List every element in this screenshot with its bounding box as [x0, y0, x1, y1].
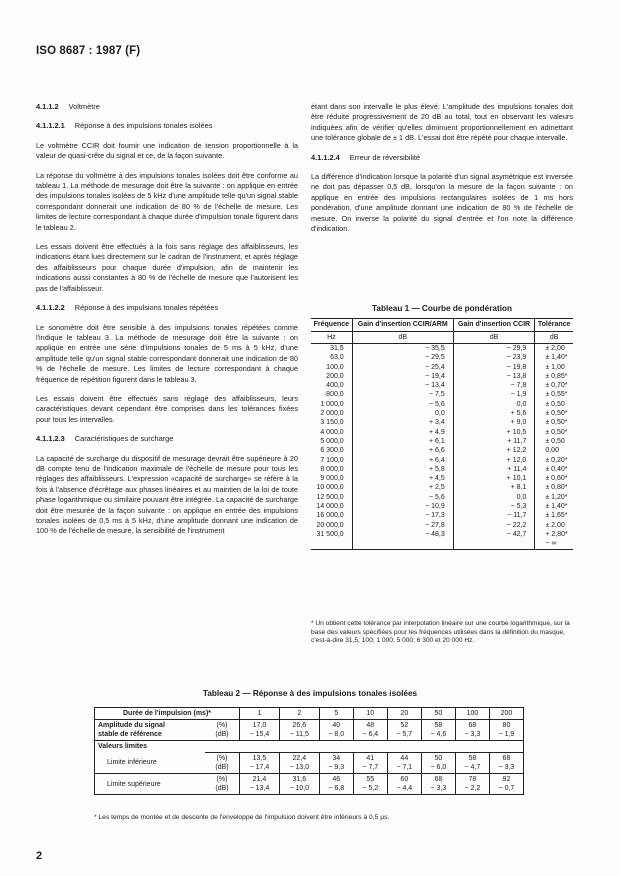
- table-cell: + 5,6: [453, 409, 535, 418]
- value-cell: 22,4 − 13,0: [279, 753, 319, 774]
- table-row: [311, 502, 573, 511]
- unit-cell: (%) (dB): [205, 774, 240, 795]
- duration-label: Durée de l'impulsion (ms)*: [95, 708, 240, 720]
- table2-caption: Tableau 2 — Réponse à des impulsions tonales isolées: [202, 689, 418, 698]
- value-cell: 48 − 6,4: [353, 720, 387, 741]
- table-cell: − 48,3: [352, 530, 453, 539]
- table-cell: − 29,9: [453, 344, 535, 354]
- table-row: [311, 400, 573, 409]
- table-cell: ± 0,55*: [535, 390, 573, 399]
- table-cell: − 7,8: [453, 381, 535, 390]
- paragraph: Les essais doivent être effectués à la fois sans réglage des affaiblisseurs, les indications étant lues directement sur le cadran de l'instrument, et après réglage des affaiblisseurs pour chaque durée d'impulsion, afin de maintenir les indications aussi constantes à 80 % de l'échelle de mesure que l'autorisent les pas de l'affaiblisseur.: [36, 242, 298, 293]
- unit-cell: dB: [535, 332, 573, 344]
- table-cell: − 7,5: [352, 390, 453, 399]
- duration-cell: 1: [240, 708, 280, 720]
- table-row: [311, 363, 573, 372]
- table-cell: + 12,0: [453, 456, 535, 465]
- table-cell: 14 000,0: [316, 503, 344, 511]
- page-number: 2: [36, 850, 43, 862]
- paragraph: Le sonomètre doit être sensible à des impulsions tonales répétées comme l'indique le tableau 3. La méthode de mesurage doit être la suivante : on applique en entrée une série d'impulsions tonales de 5 ms à 5 kHz, d'une amplitude telle qu'un signal stable correspondant donnerait une indication de 80 % de l'échelle de mesure. Les limites de lecture correspondant à chaque fréquence de répétition figurent dans le tableau 3.: [36, 322, 298, 384]
- table-cell: + 10,1: [453, 474, 535, 483]
- table-cell: 0,00: [535, 446, 573, 455]
- table-cell: − 22,2: [453, 521, 535, 530]
- right-column: [311, 102, 573, 243]
- table1-weighting-curve: [311, 318, 573, 550]
- table-row: [311, 344, 573, 354]
- value-cell: 46 − 6,8: [319, 774, 353, 795]
- table-cell: 9 000,0: [320, 475, 344, 483]
- table-cell: 31 500,0: [316, 530, 344, 538]
- left-column: [36, 102, 298, 546]
- table-row-lower-limit: [95, 753, 524, 774]
- table-cell: ± 0,50: [535, 437, 573, 446]
- table-row: [311, 381, 573, 390]
- table-cell: 4 000,0: [320, 428, 344, 436]
- table-row: [311, 418, 573, 427]
- table-row-upper-limit: [95, 774, 524, 795]
- table-cell: 2 000,0: [320, 410, 344, 418]
- value-cell: 26,6 − 11,5: [279, 720, 319, 741]
- table-cell: 0,0: [453, 400, 535, 409]
- table-cell: 20 000,0: [316, 521, 344, 529]
- value-cell: 52 − 5,7: [387, 720, 421, 741]
- duration-cell: 20: [387, 708, 421, 720]
- table-cell: ± 0,85*: [535, 372, 573, 381]
- table-cell: ± 0,60*: [535, 474, 573, 483]
- table-cell: ± 0,70*: [535, 381, 573, 390]
- value-cell: 34 − 9,3: [319, 753, 353, 774]
- table-cell: 63,0: [330, 354, 344, 362]
- table-row: [311, 437, 573, 446]
- table-cell: 200,0: [326, 372, 344, 380]
- table2-tone-burst-response: [94, 707, 524, 795]
- value-cell: 17,0 − 15,4: [240, 720, 280, 741]
- table-row-amplitude: [95, 720, 524, 741]
- paragraph: La différence d'indication lorsque la polarité d'un signal asymétrique est inversée ne doit pas dépasser 0,5 dB, lorsqu'on la mesure de la façon suivante : on applique en entrée des impulsions rectangulaires isolées de 1 ms hors pondération, d'une amplitude donnant une indication de 80 % de l'échelle de mesure. On inverse la polarité du signal d'entrée et l'on note la différence d'indication.: [311, 172, 573, 234]
- table-cell: 0,0: [352, 409, 453, 418]
- table-cell: + 11,4: [453, 465, 535, 474]
- table-cell: 8 000,0: [320, 465, 344, 473]
- table-cell: − 29,5: [352, 353, 453, 362]
- value-cell: 68 − 3,3: [455, 720, 489, 741]
- table-cell: + 4,5: [352, 474, 453, 483]
- table-cell: ± 2,00: [535, 344, 573, 354]
- table-cell: − 25,4: [352, 363, 453, 372]
- table-cell: − 42,7: [453, 530, 535, 539]
- value-cell: 92 − 0,7: [489, 774, 523, 795]
- table-cell: + 9,0: [453, 418, 535, 427]
- table-row: [311, 511, 573, 520]
- table-cell: ± 0,50*: [535, 428, 573, 437]
- table-header-row: [311, 319, 573, 332]
- column-header: Tolérance: [535, 319, 573, 332]
- value-cell: 60 − 4,4: [387, 774, 421, 795]
- unit-cell: (%) (dB): [205, 753, 240, 774]
- value-cell: 68 − 3,3: [489, 753, 523, 774]
- table-cell: − 35,5: [352, 344, 453, 354]
- value-cell: 31,6 − 10,0: [279, 774, 319, 795]
- table-row: [311, 456, 573, 465]
- table-cell: ± 0,50*: [535, 418, 573, 427]
- unit-cell: (%) (dB): [205, 720, 240, 741]
- table-cell: − 1,9: [453, 390, 535, 399]
- table-cell: 6 300,0: [320, 447, 344, 455]
- table-cell: − 13,8: [453, 372, 535, 381]
- table-cell: + 11,7: [453, 437, 535, 446]
- table-cell: − 19,8: [453, 363, 535, 372]
- table-cell: − 5,3: [453, 502, 535, 511]
- table-cell: − 13,4: [352, 381, 453, 390]
- unit-cell: dB: [453, 332, 535, 344]
- value-cell: 44 − 7,1: [387, 753, 421, 774]
- table-cell: 800,0: [326, 391, 344, 399]
- unit-cell: Hz: [311, 332, 352, 344]
- amplitude-label: Amplitude du signal stable de référence: [95, 720, 206, 741]
- column-header: Gain d'insertion CCIR/ARM: [352, 319, 453, 332]
- table-cell: ± 0,50: [535, 400, 573, 409]
- table-cell: + 6,4: [352, 456, 453, 465]
- value-cell: 41 − 7,7: [353, 753, 387, 774]
- limits-title: Valeurs limites: [95, 741, 524, 753]
- value-cell: 50 − 6,0: [421, 753, 455, 774]
- table-cell: + 2,5: [352, 483, 453, 492]
- value-cell: 13,5 − 17,4: [240, 753, 280, 774]
- table-cell: ± 1,40*: [535, 353, 573, 362]
- table-cell: 0,0: [453, 493, 535, 502]
- value-cell: 21,4 − 13,4: [240, 774, 280, 795]
- table-cell: ± 1,40*: [535, 502, 573, 511]
- table-cell: + 2,80*: [535, 530, 573, 539]
- value-cell: 58 − 4,6: [421, 720, 455, 741]
- table-cell: 16 000,0: [316, 512, 344, 520]
- table-row: [95, 708, 524, 720]
- value-cell: 78 − 2,2: [455, 774, 489, 795]
- table-cell: − 10,9: [352, 502, 453, 511]
- upper-limit-label: Limite supérieure: [95, 774, 206, 795]
- table-cell: + 6,6: [352, 446, 453, 455]
- value-cell: 55 − 5,2: [353, 774, 387, 795]
- table-cell: 10 000,0: [316, 484, 344, 492]
- column-header: Fréquence: [311, 319, 352, 332]
- paragraph: Les essais doivent être effectués sans réglage des affaiblisseurs, leurs caractéristiques devant cependant être comprises dans les tolérances fixées pour tous les intervalles.: [36, 393, 298, 424]
- table-cell: − ∞: [535, 539, 573, 549]
- table1-caption: Tableau 1 — Courbe de pondération: [372, 304, 512, 313]
- paragraph: Le voltmètre CCIR doit fournir une indication de tension proportionnelle à la valeur de quasi-crête du signal et ce, de la façon suivante.: [36, 140, 298, 161]
- table-cell: ± 1,00: [535, 363, 573, 372]
- table-cell: − 27,8: [352, 521, 453, 530]
- table-cell: + 6,1: [352, 437, 453, 446]
- section-heading: 4.1.1.2.2 Réponse à des impulsions tonales répétées: [36, 303, 219, 313]
- table1-footnote: * Un obtient cette tolérance par interpolation linéaire sur une courbe logarithmique, sur la base des valeurs spécifiées pour les fréquences utilisées dans la définition du masque, c'est-à-dire 31,5; 100; 1 000; 5 000; 6 300 et 20 000 Hz.: [311, 620, 570, 645]
- table-units-row: [311, 332, 573, 344]
- duration-cell: 100: [455, 708, 489, 720]
- table-cell: + 10,5: [453, 428, 535, 437]
- table-cell: 5 000,0: [320, 437, 344, 445]
- table-row: [311, 474, 573, 483]
- table-cell: 100,0: [326, 363, 344, 371]
- paragraph: étant dans son intervalle le plus élevé. L'amplitude des impulsions tonales doit être réduite progressivement de 20 dB au total, tout en observant les valeurs indiquées afin de vérifier qu'elles diminuent proportionnellement en admettant une tolérance globale de ± 1 dB. L'essai doit être répété pour chaque intervalle.: [311, 102, 573, 143]
- table-cell: + 4,9: [352, 428, 453, 437]
- table-cell: + 3,4: [352, 418, 453, 427]
- table-row-limits-title: [95, 741, 524, 753]
- duration-cell: 5: [319, 708, 353, 720]
- table-cell: − 17,3: [352, 511, 453, 520]
- table-row: [311, 539, 573, 549]
- table-cell: 31,5: [330, 345, 344, 352]
- table-cell: [352, 539, 453, 549]
- table-cell: − 23,9: [453, 353, 535, 362]
- table-cell: + 12,2: [453, 446, 535, 455]
- section-heading: 4.1.1.2 Voltmètre: [36, 102, 100, 111]
- table-cell: ± 0,40*: [535, 465, 573, 474]
- unit-cell: dB: [352, 332, 453, 344]
- lower-limit-label: Limite inférieure: [95, 753, 206, 774]
- section-heading: 4.1.1.2.3 Caractéristiques de surcharge: [36, 434, 174, 444]
- paragraph: La capacité de surcharge du dispositif de mesurage devrait être supérieure à 20 dB compte tenu de l'indication maximale de l'échelle de mesure pour tous les réglages des affaiblisseurs. L'expression «capacité de surcharge» se réfère à la fois à l'absence d'écrêtage aux phases linéaires et au maintien de la loi de toute phase logarithmique ou similaire pouvant être intégrée. La capacité de surcharge doit être mesurée de la façon suivante : on applique en entrée des impulsions tonales isolées de 0,5 ms à 5 kHz, d'une amplitude donnant une indication de 100 % de l'échelle de mesure, la sensibilité de l'instrument: [36, 453, 298, 536]
- duration-cell: 200: [489, 708, 523, 720]
- duration-cell: 2: [279, 708, 319, 720]
- table-cell: ± 0,80*: [535, 483, 573, 492]
- section-heading: 4.1.1.2.4 Erreur de réversibilité: [311, 152, 421, 162]
- table-cell: [453, 539, 535, 549]
- table-cell: 12 500,0: [316, 493, 344, 501]
- table-row: [311, 390, 573, 399]
- table-cell: + 5,8: [352, 465, 453, 474]
- table-row: [311, 409, 573, 418]
- table-row: [311, 446, 573, 455]
- value-cell: 40 − 8,0: [319, 720, 353, 741]
- table-cell: ± 2,00: [535, 521, 573, 530]
- section-heading: 4.1.1.2.1 Réponse à des impulsions tonales isolées: [36, 121, 213, 131]
- value-cell: 68 − 3,3: [421, 774, 455, 795]
- table-cell: 1 000,0: [320, 400, 344, 408]
- table-cell: − 11,7: [453, 511, 535, 520]
- column-header: Gain d'insertion CCIR: [453, 319, 535, 332]
- value-cell: 80 − 1,9: [489, 720, 523, 741]
- table-cell: ± 1,20*: [535, 493, 573, 502]
- table-cell: 7 100,0: [320, 456, 344, 464]
- paragraph: La réponse du voltmètre à des impulsions tonales isolées doit être conforme au tableau 1. La méthode de mesurage doit être la suivante : on applique en entrée des impulsions tonales isolées de 5 kHz d'une amplitude telle qu'un signal stable correspondant donnerait une indication de 80 % de l'échelle de mesure. Les limites de lecture correspondant à chaque durée d'impulsion tonale figurent dans le tableau 2.: [36, 170, 298, 232]
- table-row: [311, 353, 573, 362]
- table-cell: ± 0,50*: [535, 409, 573, 418]
- table-cell: − 5,6: [352, 493, 453, 502]
- table-cell: ± 0,20*: [535, 456, 573, 465]
- table-row: [311, 483, 573, 492]
- table-row: [311, 493, 573, 502]
- table-cell: [311, 539, 352, 549]
- table-cell: − 5,6: [352, 400, 453, 409]
- table-cell: − 19,4: [352, 372, 453, 381]
- table-row: [311, 428, 573, 437]
- value-cell: 58 − 4,7: [455, 753, 489, 774]
- table-cell: 400,0: [326, 382, 344, 390]
- table-row: [311, 465, 573, 474]
- table2-footnote: * Les temps de montée et de descente de l'enveloppe de l'impulsion doivent être inférieurs à 0,5 µs.: [94, 814, 390, 821]
- table-cell: 3 150,0: [320, 419, 344, 427]
- page-header-title: ISO 8687 : 1987 (F): [36, 45, 141, 57]
- table-row: [311, 372, 573, 381]
- table-cell: ± 1,65*: [535, 511, 573, 520]
- duration-cell: 50: [421, 708, 455, 720]
- duration-cell: 10: [353, 708, 387, 720]
- table-cell: + 8,1: [453, 483, 535, 492]
- table-row: [311, 521, 573, 530]
- table-row: [311, 530, 573, 539]
